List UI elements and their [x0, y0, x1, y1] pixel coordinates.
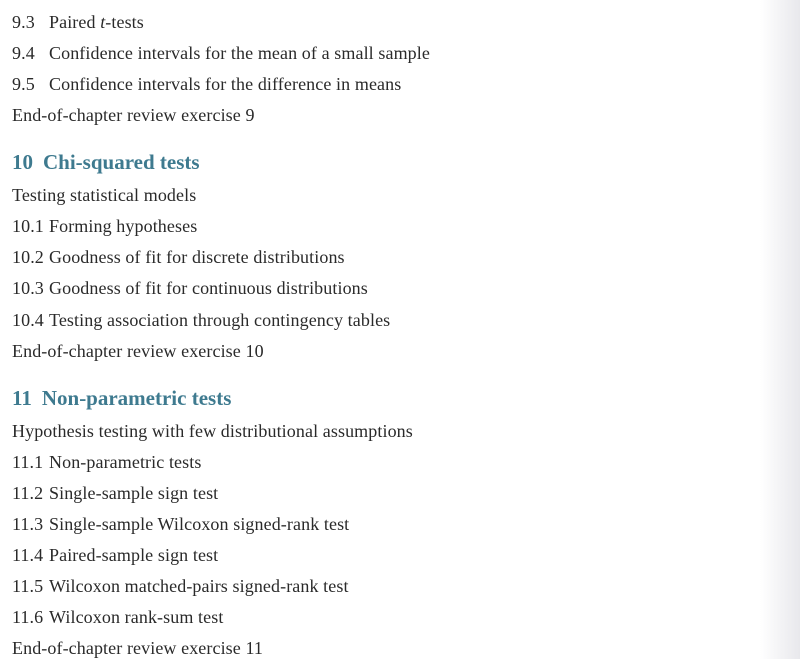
- section-title: Forming hypotheses: [49, 216, 198, 236]
- toc-entry-11-2[interactable]: [12, 482, 218, 504]
- section-number: 11.5: [12, 576, 44, 596]
- toc-review-exercise-10[interactable]: [12, 340, 264, 362]
- section-number: 11.3: [12, 514, 44, 534]
- section-number: 9.4: [12, 43, 35, 63]
- section-number: 10.2: [12, 247, 44, 267]
- page-edge-shadow: [760, 0, 800, 659]
- section-number: 9.5: [12, 74, 35, 94]
- section-title: Testing association through contingency tables: [49, 310, 391, 330]
- toc-entry-9-5[interactable]: [12, 73, 401, 95]
- section-number: 10.1: [12, 216, 44, 236]
- toc-entry-11-6[interactable]: [12, 606, 223, 628]
- section-title: Wilcoxon matched-pairs signed-rank test: [49, 576, 349, 596]
- section-title: Wilcoxon rank-sum test: [49, 607, 224, 627]
- chapter-title: Non-parametric tests: [41, 386, 232, 410]
- section-title: Paired-sample sign test: [49, 545, 219, 565]
- toc-entry-9-4[interactable]: [12, 42, 430, 64]
- section-title: Confidence intervals for the mean of a small sample: [49, 43, 430, 63]
- chapter-number: 11: [12, 386, 32, 410]
- section-title-suffix: -tests: [105, 12, 144, 32]
- toc-entry-9-3[interactable]: [12, 11, 144, 33]
- toc-entry-10-2[interactable]: [12, 246, 345, 268]
- toc-chapter-intro-11[interactable]: [12, 420, 413, 442]
- section-title: Single-sample Wilcoxon signed-rank test: [49, 514, 350, 534]
- review-exercise-label: End-of-chapter review exercise 9: [12, 105, 255, 125]
- toc-chapter-intro-10[interactable]: [12, 184, 196, 206]
- section-number: 10.4: [12, 310, 44, 330]
- chapter-intro: Hypothesis testing with few distributional assumptions: [12, 421, 413, 441]
- toc-review-exercise-11[interactable]: [12, 637, 263, 659]
- section-title: Confidence intervals for the difference in means: [49, 74, 402, 94]
- section-title: Non-parametric tests: [49, 452, 202, 472]
- section-number: 10.3: [12, 278, 44, 298]
- section-title: Goodness of fit for continuous distributions: [49, 278, 368, 298]
- section-title: Goodness of fit for discrete distributions: [49, 247, 345, 267]
- toc-entry-11-5[interactable]: [12, 575, 349, 597]
- section-number: 9.3: [12, 12, 35, 32]
- chapter-heading-10[interactable]: [12, 150, 200, 174]
- section-number: 11.1: [12, 452, 44, 472]
- toc-review-exercise-9[interactable]: [12, 104, 255, 126]
- chapter-intro: Testing statistical models: [12, 185, 197, 205]
- chapter-title: Chi-squared tests: [43, 150, 200, 174]
- section-number: 11.6: [12, 607, 44, 627]
- section-title: Single-sample sign test: [49, 483, 219, 503]
- toc-entry-10-4[interactable]: [12, 309, 390, 331]
- chapter-number: 10: [12, 150, 33, 174]
- chapter-heading-11[interactable]: [12, 386, 231, 410]
- toc-entry-10-3[interactable]: [12, 277, 368, 299]
- section-number: 11.2: [12, 483, 44, 503]
- toc-entry-11-1[interactable]: [12, 451, 201, 473]
- toc-entry-11-3[interactable]: [12, 513, 349, 535]
- review-exercise-label: End-of-chapter review exercise 11: [12, 638, 264, 658]
- review-exercise-label: End-of-chapter review exercise 10: [12, 341, 264, 361]
- section-number: 11.4: [12, 545, 44, 565]
- section-title-prefix: Paired: [49, 12, 101, 32]
- toc-entry-10-1[interactable]: [12, 215, 197, 237]
- toc-entry-11-4[interactable]: [12, 544, 218, 566]
- section-title-italic: t: [100, 12, 106, 32]
